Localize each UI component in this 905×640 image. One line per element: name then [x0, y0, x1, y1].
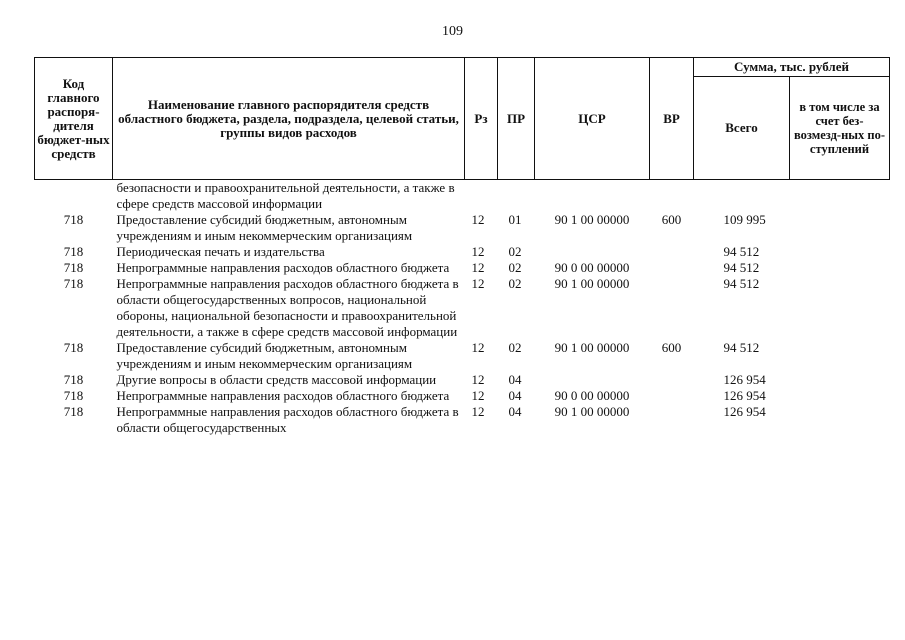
cell-name: Периодическая печать и издательства	[116, 244, 325, 259]
cell-csr	[535, 180, 650, 213]
cell-rz: 12	[471, 388, 485, 403]
table-row	[35, 404, 890, 436]
cell-code: 718	[63, 212, 84, 227]
cell-pr: 02	[508, 260, 522, 275]
cell-pr: 04	[508, 388, 522, 403]
header-rz: Рз	[465, 58, 498, 180]
cell-rz: 12	[471, 276, 485, 291]
table-row	[35, 260, 890, 276]
cell-code	[35, 180, 113, 213]
cell-vr	[650, 260, 694, 276]
cell-total: 109 995	[723, 212, 766, 227]
cell-total: 126 954	[723, 388, 766, 403]
cell-total: 94 512	[723, 260, 760, 275]
cell-csr: 90 0 00 00000	[554, 260, 630, 275]
cell-csr	[535, 244, 650, 260]
cell-total: 94 512	[723, 276, 760, 291]
cell-including	[790, 260, 890, 276]
table-row	[35, 212, 890, 244]
cell-name: Непрограммные направления расходов областного бюджета	[116, 260, 450, 275]
page-number: 109	[442, 24, 463, 39]
cell-vr	[650, 180, 694, 213]
cell-pr: 02	[508, 276, 522, 291]
cell-vr	[650, 404, 694, 436]
cell-pr: 04	[508, 404, 522, 419]
cell-rz: 12	[471, 260, 485, 275]
cell-vr	[650, 372, 694, 388]
header-total: Всего	[694, 77, 790, 180]
cell-csr: 90 1 00 00000	[554, 404, 630, 419]
cell-vr	[650, 244, 694, 260]
cell-code: 718	[63, 340, 84, 355]
cell-rz: 12	[471, 340, 485, 355]
cell-rz: 12	[471, 404, 485, 419]
cell-rz: 12	[471, 212, 485, 227]
cell-csr: 90 1 00 00000	[554, 276, 630, 291]
cell-rz	[465, 180, 498, 213]
cell-pr	[498, 180, 535, 213]
cell-name: Непрограммные направления расходов областного бюджета в области общегосударственных	[116, 404, 459, 435]
budget-table	[34, 57, 890, 436]
cell-code: 718	[63, 244, 84, 259]
cell-total: 94 512	[723, 340, 760, 355]
table-row	[35, 180, 890, 213]
table-row	[35, 276, 890, 340]
cell-rz: 12	[471, 244, 485, 259]
table-row	[35, 340, 890, 372]
cell-including	[790, 212, 890, 244]
cell-including	[790, 180, 890, 213]
cell-including	[790, 388, 890, 404]
cell-pr: 01	[508, 212, 522, 227]
header-code: Код главного распоря-дителя бюджет-ных средств	[35, 58, 113, 180]
header-including: в том числе за счет без-возмезд-ных по-ступлений	[790, 77, 890, 180]
cell-name: Предоставление субсидий бюджетным, автономным учреждениям и иным некоммерческим организациям	[116, 340, 413, 371]
cell-code: 718	[63, 276, 84, 291]
cell-rz: 12	[471, 372, 485, 387]
header-csr: ЦСР	[535, 58, 650, 180]
cell-csr: 90 1 00 00000	[554, 340, 630, 355]
cell-code: 718	[63, 404, 84, 419]
cell-pr: 04	[508, 372, 522, 387]
cell-code: 718	[63, 388, 84, 403]
cell-code: 718	[63, 372, 84, 387]
cell-vr	[650, 276, 694, 340]
cell-name: Непрограммные направления расходов областного бюджета	[116, 388, 450, 403]
cell-total: 126 954	[723, 404, 766, 419]
cell-pr: 02	[508, 244, 522, 259]
cell-including	[790, 244, 890, 260]
cell-total: 126 954	[723, 372, 766, 387]
header-vr: ВР	[650, 58, 694, 180]
cell-csr: 90 0 00 00000	[554, 388, 630, 403]
cell-including	[790, 276, 890, 340]
cell-including	[790, 340, 890, 372]
cell-name: Непрограммные направления расходов областного бюджета в области общегосударственных вопросов, национальной обороны, национальной безопасности и правоохранительной деятельности, а также в сфере средств массовой информации	[116, 276, 459, 339]
header-name: Наименование главного распорядителя средств областного бюджета, раздела, подраздела, целевой статьи, группы видов расходов	[113, 58, 465, 180]
cell-total	[694, 180, 790, 213]
cell-csr: 90 1 00 00000	[554, 212, 630, 227]
cell-name: безопасности и правоохранительной деятельности, а также в сфере средств массовой информации	[116, 180, 455, 211]
cell-pr: 02	[508, 340, 522, 355]
cell-vr	[650, 388, 694, 404]
cell-csr	[535, 372, 650, 388]
cell-including	[790, 404, 890, 436]
header-pr: ПР	[498, 58, 535, 180]
cell-total: 94 512	[723, 244, 760, 259]
cell-vr: 600	[661, 212, 682, 227]
cell-vr: 600	[661, 340, 682, 355]
cell-including	[790, 372, 890, 388]
cell-code: 718	[63, 260, 84, 275]
header-sum: Сумма, тыс. рублей	[694, 58, 890, 77]
table-row	[35, 388, 890, 404]
cell-name: Предоставление субсидий бюджетным, автономным учреждениям и иным некоммерческим организациям	[116, 212, 413, 243]
table-row	[35, 372, 890, 388]
cell-name: Другие вопросы в области средств массовой информации	[116, 372, 437, 387]
table-row	[35, 244, 890, 260]
